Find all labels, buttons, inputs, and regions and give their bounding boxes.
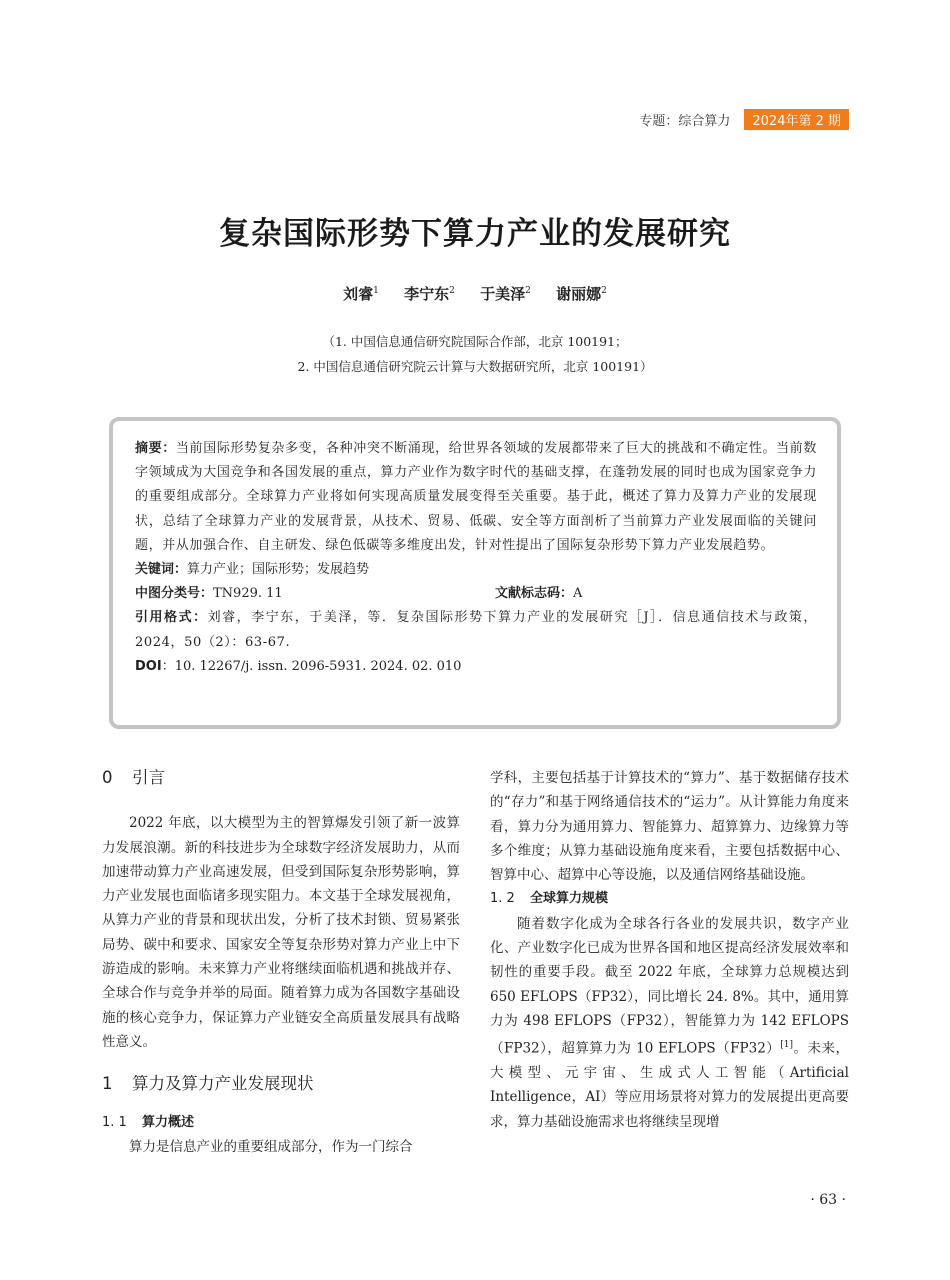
affiliation-line: 2. 中国信息通信研究院云计算与大数据研究所，北京 100191）	[297, 359, 653, 374]
author-list	[0, 283, 950, 304]
issue-badge: 2024年第 2 期	[744, 109, 849, 130]
paragraph: 算力是信息产业的重要组成部分，作为一门综合	[129, 1138, 413, 1155]
doi: DOI：10. 12267/j. issn. 2096-5931. 2024. 02. 010	[135, 658, 462, 674]
paper-title: 复杂国际形势下算力产业的发展研究	[219, 216, 731, 252]
abstract-text: 当前国际形势复杂多变，各种冲突不断涌现，给世界各领域的发展都带来了巨大的挑战和不确定性。当前数字领域成为大国竞争和各国发展的重点，算力产业作为数字时代的基础支撑，在蓬勃发展的同时也成为国家竞争力的重要组成部分。全球算力产业将如何实现高质量发展变得至关重要。基于此，概述了算力及算力产业的发展现状，总结了全球算力产业的发展背景，从技术、贸易、低碳、安全等方面剖析了当前算力产业发展面临的关键问题，并从加强合作、自主研发、绿色低碳等多维度出发，针对性提出了国际复杂形势下算力产业发展趋势。	[135, 441, 817, 553]
author: 李宁东$^2$	[404, 285, 455, 303]
citation-ref[interactable]: [1]	[780, 1040, 794, 1051]
classification-row	[135, 582, 817, 606]
citation-format: 引用格式：刘睿，李宁东，于美泽，等．复杂国际形势下算力产业的发展研究［J］．信息通信技术与政策，2024，50（2）：63-67.	[135, 610, 817, 650]
keywords: 关键词：算力产业；国际形势；发展趋势	[135, 562, 370, 578]
subsection-heading: 1. 2 全球算力规模	[490, 891, 609, 907]
affiliation-line: （1. 中国信息通信研究院国际合作部，北京 100191；	[322, 334, 628, 349]
section-heading: 1 算力及算力产业发展现状	[102, 1074, 314, 1094]
page-number: · 63 ·	[810, 1192, 846, 1208]
paragraph: 学科，主要包括基于计算技术的“算力”、基于数据储存技术的“存力”和基于网络通信技术的“运力”。从计算能力角度来看，算力分为通用算力、智能算力、超算算力、边缘算力等多个维度；从算力基础设施角度来看，主要包括数据中心、智算中心、超算中心等设施，以及通信网络基础设施。	[490, 770, 849, 884]
author: 于美泽$^2$	[480, 285, 531, 303]
clc-number: 中图分类号：TN929. 11	[135, 586, 283, 602]
left-column	[102, 766, 460, 1159]
journal-header	[639, 109, 849, 130]
right-column	[490, 766, 849, 1134]
topic-label: 专题：综合算力	[639, 114, 731, 129]
paragraph: 随着数字化成为全球各行各业的发展共识，数字产业化、产业数字化已成为世界各国和地区提高经济发展效率和韧性的重要手段。截至 2022 年底，全球算力总规模达到 650 EFLOPS（FP32），同比增长 24. 8%。其中，通用算力为 498 EFLOPS（FP32），智能算力为 142 EFLOPS（FP32），超算算力为 10 EFLOPS（FP32）[1]。未来，大模型、元宇宙、生成式人工智能（Artificial Intelligence，AI）等应用场景将对算力的发展提出更高要求，算力基础设施需求也将继续呈现增	[490, 915, 850, 1130]
section-heading: 0 引言	[102, 768, 165, 787]
abstract-label: 摘要：	[135, 441, 176, 456]
abstract	[135, 437, 817, 558]
author: 谢丽娜$^2$	[556, 285, 607, 303]
author: 刘睿$^1$	[343, 285, 379, 303]
abstract-box	[109, 417, 841, 729]
paragraph: 2022 年底，以大模型为主的智算爆发引领了新一波算力发展浪潮。新的科技进步为全球数字经济发展助力，从而加速带动算力产业高速发展，但受到国际复杂形势影响，算力产业发展也面临诸多现实阻力。本文基于全球发展视角，从算力产业的背景和现状出发，分析了技术封锁、贸易紧张局势、碳中和要求、国家安全等复杂形势对算力产业上中下游造成的影响。未来算力产业将继续面临机遇和挑战并存、全球合作与竞争并举的局面。随着算力成为各国数字基础设施的核心竞争力，保证算力产业链安全高质量发展具有战略性意义。	[102, 815, 460, 1050]
subsection-heading: 1. 1 算力概述	[102, 1114, 195, 1130]
document-code: 文献标志码：A	[495, 586, 583, 602]
